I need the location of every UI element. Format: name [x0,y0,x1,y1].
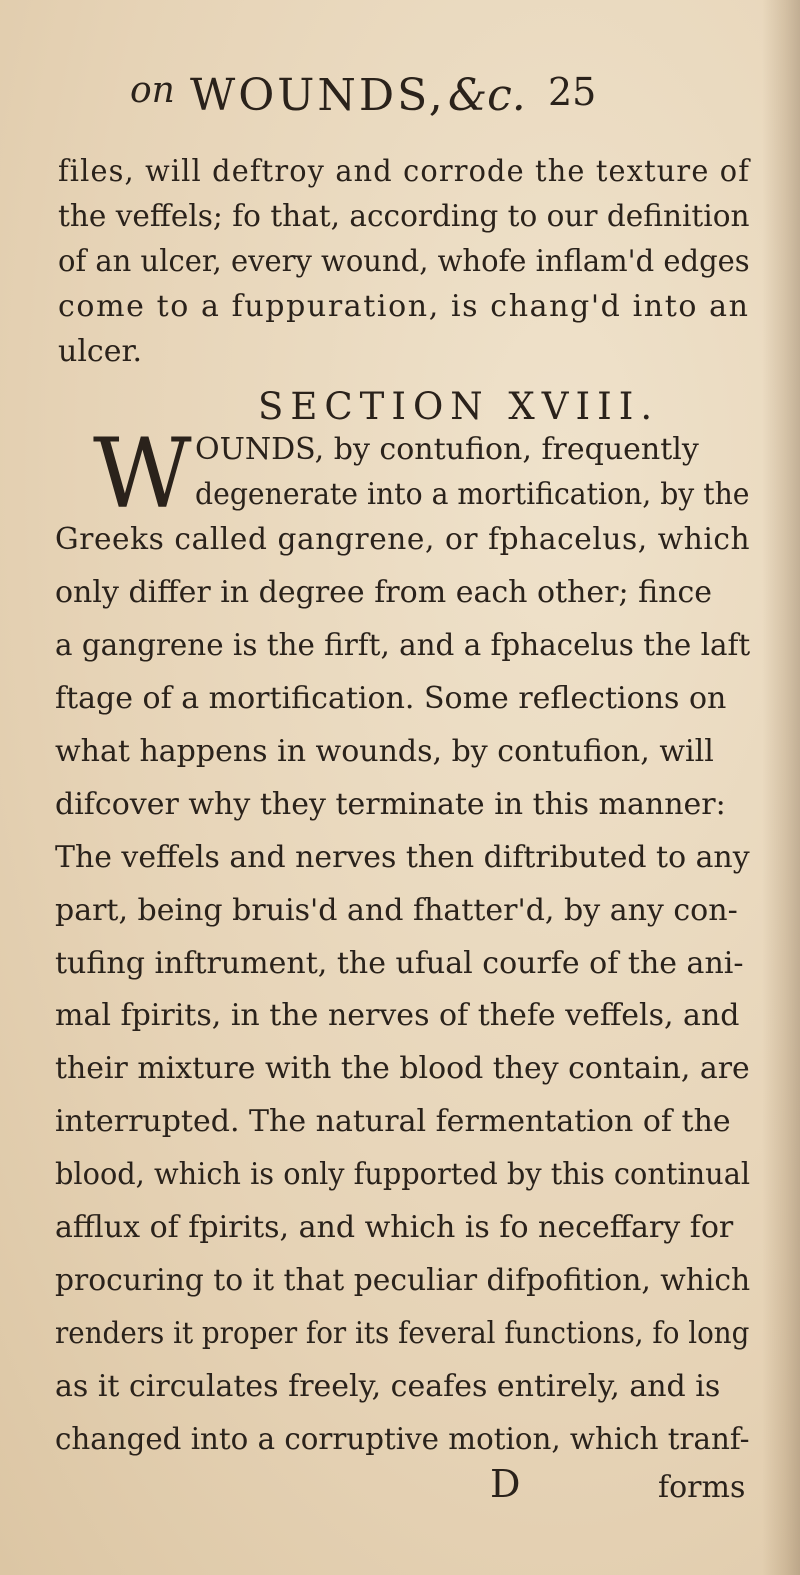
text-line: The veffels and nerves then diftributed to any [55,839,750,875]
text-line: as it circulates freely, ceafes entirely, and is [55,1369,721,1405]
text-line: renders it proper for its feveral functions, fo long [55,1316,750,1352]
text-line: come to a fuppuration, is chang'd into an [58,289,750,324]
text-line: OUNDS, by contufion, frequently [195,432,699,467]
text-line: what happens in wounds, by contufion, will [55,733,714,769]
text-line: ulcer. [58,334,143,369]
catchword: forms [658,1470,746,1505]
page-number: 25 [548,70,597,114]
text-line: blood, which is only fupported by this continual [55,1157,751,1193]
text-line: part, being bruis'd and fhatter'd, by any con- [55,892,738,928]
text-line: mal fpirits, in the nerves of thefe veffels, and [55,998,740,1034]
signature-mark: D [490,1462,521,1506]
text-line: Greeks called gangrene, or fphacelus, which [55,522,751,557]
text-line: degenerate into a mortification, by the [195,477,750,512]
text-line: tufing inftrument, the ufual courfe of the ani- [55,945,744,981]
text-line: their mixture with the blood they contain, are [55,1051,750,1087]
text-line: of an ulcer, every wound, whofe inflam'd edges [58,244,750,279]
running-header [130,70,600,140]
text-line: procuring to it that peculiar difpofition, which [55,1263,751,1299]
text-line: the veffels; fo that, according to our definition [58,199,750,234]
drop-cap: W [93,418,192,530]
header-on: on [130,70,175,111]
text-line: changed into a corruptive motion, which tranf- [55,1422,750,1457]
text-line: a gangrene is the firft, and a fphacelus the laft [55,627,751,663]
text-line: files, will deftroy and corrode the texture of [58,154,751,189]
text-line: only differ in degree from each other; fince [55,574,713,610]
text-line: difcover why they terminate in this manner: [55,786,726,822]
page-edge-shadow [762,0,800,1575]
text-line: interrupted. The natural fermentation of the [55,1104,731,1140]
header-title: WOUNDS, [190,70,446,121]
header-etc: &c. [448,70,526,121]
text-line: ftage of a mortification. Some reflections on [55,680,727,716]
text-line: afflux of fpirits, and which is fo neceffary for [55,1210,734,1246]
section-heading: SECTION XVIII. [258,385,660,428]
